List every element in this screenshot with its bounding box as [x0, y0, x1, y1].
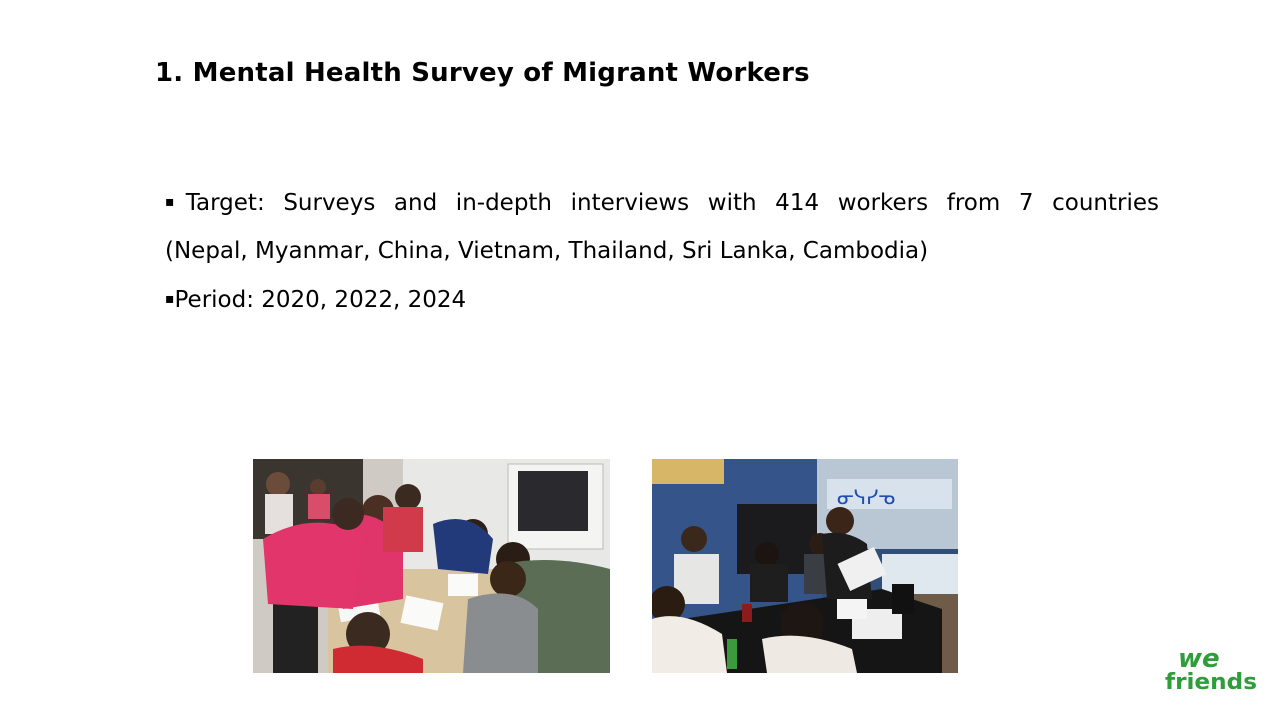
- photo-group-interview: [652, 459, 958, 673]
- logo-line1: we: [1178, 645, 1220, 674]
- bullet-item-period: [165, 275, 1159, 324]
- photo-group-survey-icon: [253, 459, 610, 673]
- bullet-item-target-continued: (Nepal, Myanmar, China, Vietnam, Thailand, Sri Lanka, Cambodia): [165, 238, 929, 264]
- photo-group-survey: [253, 459, 610, 673]
- logo-line2: friends: [1165, 670, 1257, 695]
- bullet-marker: ▪: [165, 291, 175, 307]
- page-title: 1. Mental Health Survey of Migrant Workers: [155, 58, 810, 88]
- svg-text:ᓂᓭᓯᓀ: ᓂᓭᓯᓀ: [837, 485, 896, 509]
- bullet-item-target: [165, 178, 1159, 227]
- photo-group-interview-icon: [652, 459, 958, 673]
- bullet-list: [165, 178, 1159, 324]
- bullet-text: Target: Surveys and in-depth interviews with 414 workers from 7 countries: [185, 190, 1159, 216]
- we-friends-logo-icon: [1162, 645, 1262, 695]
- bullet-text: Period: 2020, 2022, 2024: [174, 287, 467, 313]
- bullet-marker: ▪: [165, 194, 186, 210]
- we-friends-logo: [1162, 645, 1262, 695]
